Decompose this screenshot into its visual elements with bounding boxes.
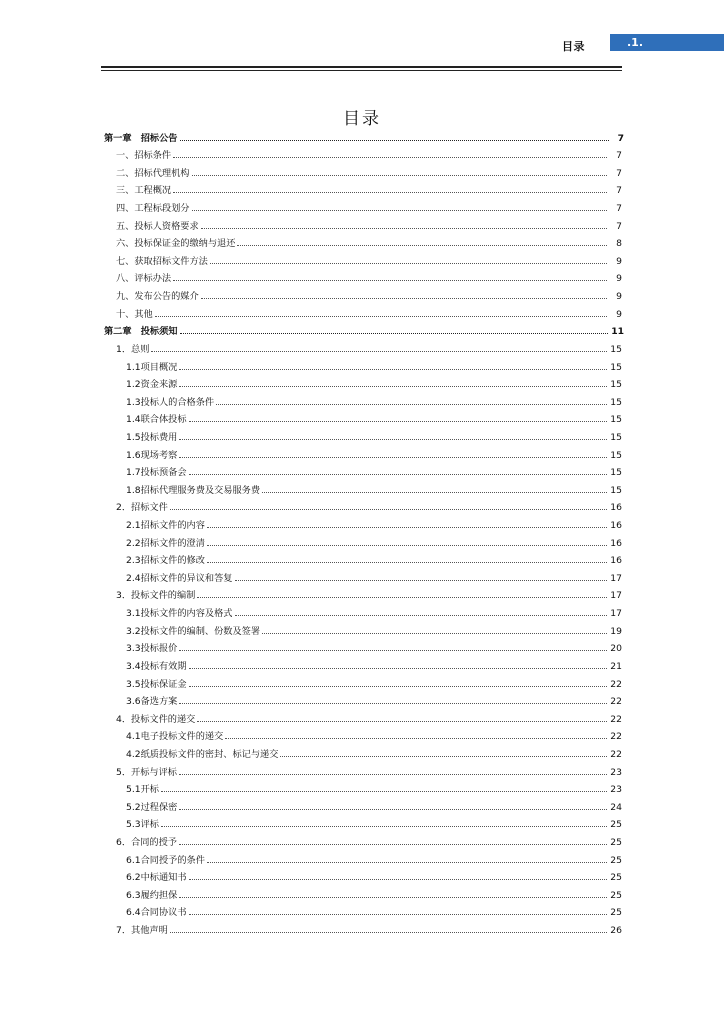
toc-entry-label: 2.3招标文件的修改 [126,555,205,567]
toc-entry[interactable] [104,196,624,214]
toc-entry[interactable] [104,795,624,813]
toc-entry[interactable] [104,566,624,584]
toc-entry[interactable] [104,918,624,936]
toc-entry[interactable] [104,390,624,408]
toc-entry[interactable] [104,373,624,391]
toc-entry-page: 22 [610,696,622,708]
toc-entry-page: 26 [610,925,622,937]
toc-dot-leader [207,544,607,546]
toc-entry-page: 15 [610,467,622,479]
toc-entry-page: 9 [616,255,622,267]
toc-dot-leader [179,456,607,458]
toc-entry-label: 3.2投标文件的编制、份数及签署 [126,625,261,637]
toc-dot-leader [155,315,607,317]
toc-entry-page: 7 [616,185,622,197]
toc-dot-leader [197,720,607,722]
toc-entry-page: 24 [610,801,622,813]
toc-entry-page: 23 [610,766,622,778]
toc-entry[interactable] [104,830,624,848]
toc-entry[interactable] [104,654,624,672]
toc-dot-leader [179,843,607,845]
toc-dot-leader [262,632,607,634]
toc-entry-label: 七、获取招标文件方法 [116,255,208,267]
toc-dot-leader [237,244,607,246]
toc-entry-page: 16 [610,520,622,532]
page-number-badge: .1. [610,34,724,51]
toc-dot-leader [170,508,607,510]
toc-entry-label: 2.1招标文件的内容 [126,520,205,532]
toc-dot-leader [173,156,607,158]
toc-entry-label: 1.2资金来源 [126,379,178,391]
toc-dot-leader [189,878,607,880]
toc-entry-page: 22 [610,731,622,743]
toc-entry-label: 1.6现场考察 [126,449,178,461]
toc-entry[interactable] [104,760,624,778]
toc-dot-leader [151,350,607,352]
toc-dot-leader [189,685,607,687]
toc-entry-label: 3.5投标保证金 [126,678,187,690]
toc-entry-page: 9 [616,291,622,303]
toc-entry[interactable] [104,707,624,725]
toc-entry-label: 1.3投标人的合格条件 [126,396,215,408]
toc-entry[interactable] [104,408,624,426]
toc-entry-label: 一、招标条件 [116,150,172,162]
toc-dot-leader [179,808,607,810]
toc-entry-label: 四、工程标段划分 [116,203,190,215]
toc-entry-label: 六、投标保证金的缴纳与退还 [116,238,236,250]
toc-entry-label: 7．其他声明 [116,925,168,937]
toc-entry-label: 五、投标人资格要求 [116,220,199,232]
toc-entry[interactable] [104,284,624,302]
toc-entry-label: 4.2纸质投标文件的密封、标记与递交 [126,748,279,760]
toc-entry-page: 15 [610,484,622,496]
toc-entry-page: 25 [610,854,622,866]
header-rule-thick [101,66,622,68]
toc-entry[interactable] [104,232,624,250]
toc-entry-label: 1.5投标费用 [126,431,178,443]
toc-entry[interactable] [104,461,624,479]
toc-entry-page: 22 [610,713,622,725]
toc-dot-leader [189,420,607,422]
toc-dot-leader [170,931,607,933]
toc-dot-leader [161,790,607,792]
toc-entry-label: 2.2招标文件的澄清 [126,537,205,549]
toc-entry-label: 6.4合同协议书 [126,907,187,919]
toc-entry[interactable] [104,883,624,901]
toc-dot-leader [161,825,607,827]
toc-entry-page: 15 [610,414,622,426]
toc-entry[interactable] [104,478,624,496]
toc-entry[interactable] [104,584,624,602]
toc-entry-page: 25 [610,872,622,884]
toc-entry-label: 6.3履约担保 [126,889,178,901]
toc-entry-label: 5.1开标 [126,784,159,796]
toc-entry[interactable] [104,249,624,267]
toc-heading: 目录 [343,109,381,129]
toc-entry[interactable] [104,337,624,355]
toc-dot-leader [179,896,607,898]
toc-dot-leader [189,667,607,669]
toc-entry-page: 16 [610,555,622,567]
toc-dot-leader [207,861,607,863]
toc-dot-leader [179,385,607,387]
toc-entry-page: 23 [610,784,622,796]
toc-entry-page: 21 [610,660,622,672]
toc-entry-label: 八、评标办法 [116,273,172,285]
toc-entry-page: 16 [610,502,622,514]
toc-dot-leader [179,368,607,370]
toc-entry-label: 2．招标文件 [116,502,168,514]
toc-entry-label: 5．开标与评标 [116,766,177,778]
toc-entry-page: 15 [610,343,622,355]
toc-entry[interactable] [104,725,624,743]
toc-entry-page: 9 [616,308,622,320]
toc-entry-label: 九、发布公告的媒介 [116,291,199,303]
toc-dot-leader [216,403,607,405]
toc-entry-label: 6．合同的授予 [116,836,177,848]
toc-entry-page: 20 [610,643,622,655]
toc-dot-leader [192,209,608,211]
toc-dot-leader [179,773,607,775]
toc-entry[interactable] [104,601,624,619]
toc-entry-label: 3.3投标报价 [126,643,178,655]
toc-dot-leader [180,139,610,141]
toc-entry[interactable] [104,531,624,549]
toc-dot-leader [179,649,607,651]
toc-entry[interactable] [104,425,624,443]
toc-entry-label: 第二章 投标须知 [104,326,178,338]
toc-dot-leader [189,913,607,915]
toc-entry-page: 11 [611,326,624,338]
toc-entry[interactable] [104,742,624,760]
toc-entry[interactable] [104,496,624,514]
toc-dot-leader [197,596,607,598]
toc-entry-page: 15 [610,379,622,391]
toc-entry-label: 6.2中标通知书 [126,872,187,884]
toc-entry-page: 9 [616,273,622,285]
toc-entry[interactable] [104,144,624,162]
toc-dot-leader [201,227,607,229]
toc-entry[interactable] [104,690,624,708]
toc-entry-page: 7 [616,150,622,162]
toc-dot-leader [207,561,607,563]
toc-entry[interactable] [104,161,624,179]
toc-entry-label: 4.1电子投标文件的递交 [126,731,224,743]
toc-entry-page: 17 [610,590,622,602]
toc-dot-leader [192,174,608,176]
toc-entry[interactable] [104,619,624,637]
toc-entry[interactable] [104,443,624,461]
toc-entry-label: 1.1项目概况 [126,361,178,373]
toc-dot-leader [210,262,607,264]
toc-entry-label: 6.1合同授予的条件 [126,854,205,866]
toc-dot-leader [180,332,609,334]
toc-entry-label: 2.4招标文件的异议和答复 [126,572,233,584]
toc-dot-leader [201,297,607,299]
toc-entry-page: 22 [610,678,622,690]
toc-entry[interactable] [104,778,624,796]
toc-entry-page: 16 [610,537,622,549]
toc-entry-label: 二、招标代理机构 [116,167,190,179]
toc-entry-label: 十、其他 [116,308,153,320]
toc-entry[interactable] [104,866,624,884]
toc-entry-label: 3.4投标有效期 [126,660,187,672]
toc-entry-page: 17 [610,608,622,620]
toc-entry-page: 25 [610,819,622,831]
toc-entry-label: 第一章 招标公告 [104,132,178,144]
toc-entry-page: 7 [616,167,622,179]
toc-entry[interactable] [104,126,624,144]
toc-entry-label: 3.6备选方案 [126,696,178,708]
toc-entry[interactable] [104,179,624,197]
toc-entry-label: 3．投标文件的编制 [116,590,196,602]
toc-entry-page: 25 [610,836,622,848]
toc-entry[interactable] [104,848,624,866]
toc-entry-page: 17 [610,572,622,584]
toc-entry-page: 7 [617,132,624,144]
toc-entry[interactable] [104,637,624,655]
toc-entry[interactable] [104,813,624,831]
toc-entry-label: 三、工程概况 [116,185,172,197]
toc-entry-page: 19 [610,625,622,637]
toc-entry-label: 1.7投标预备会 [126,467,187,479]
toc-entry-page: 25 [610,907,622,919]
toc-entry[interactable] [104,355,624,373]
running-header-title: 目录 [562,40,585,53]
toc-entry-page: 25 [610,889,622,901]
toc-entry[interactable] [104,901,624,919]
header-rule-thin [101,70,622,71]
toc-dot-leader [207,526,607,528]
toc-entry-label: 1．总则 [116,343,150,355]
toc-dot-leader [235,614,608,616]
toc-dot-leader [179,702,607,704]
toc-entry-page: 7 [616,220,622,232]
toc-entry-page: 8 [616,238,622,250]
toc-entry-page: 7 [616,203,622,215]
toc-entry[interactable] [104,513,624,531]
toc-entry-label: 1.4联合体投标 [126,414,187,426]
toc-list [104,126,624,936]
toc-entry[interactable] [104,549,624,567]
toc-entry-page: 15 [610,449,622,461]
toc-dot-leader [173,279,607,281]
toc-entry[interactable] [104,320,624,338]
toc-entry-label: 5.2过程保密 [126,801,178,813]
toc-entry-label: 1.8招标代理服务费及交易服务费 [126,484,261,496]
toc-dot-leader [189,473,607,475]
toc-entry[interactable] [104,214,624,232]
toc-dot-leader [262,491,607,493]
toc-dot-leader [280,755,607,757]
toc-entry-label: 4．投标文件的递交 [116,713,196,725]
toc-entry[interactable] [104,267,624,285]
toc-dot-leader [235,579,608,581]
toc-dot-leader [179,438,607,440]
toc-entry-page: 15 [610,396,622,408]
toc-dot-leader [225,737,607,739]
toc-entry-page: 15 [610,361,622,373]
toc-entry-page: 22 [610,748,622,760]
toc-entry[interactable] [104,672,624,690]
toc-entry-page: 15 [610,431,622,443]
toc-entry-label: 3.1投标文件的内容及格式 [126,608,233,620]
toc-entry[interactable] [104,302,624,320]
toc-entry-label: 5.3评标 [126,819,159,831]
toc-dot-leader [173,191,607,193]
